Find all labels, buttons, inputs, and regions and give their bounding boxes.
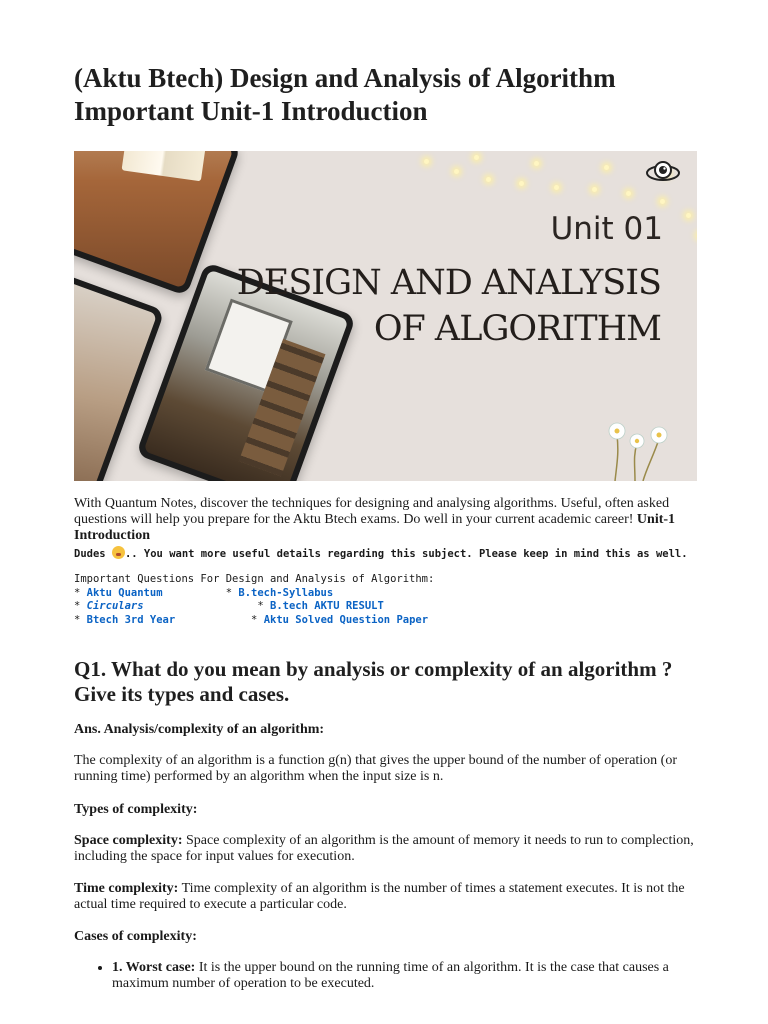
flowers-icon xyxy=(595,413,675,481)
link-circulars[interactable]: Circulars xyxy=(86,600,144,612)
time-complexity-paragraph: Time complexity: Time complexity of an algorithm is the number of times a statement executes. It is not the actual time required to execute a particular code. xyxy=(74,881,685,912)
link-btech-result[interactable]: B.tech AKTU RESULT xyxy=(270,600,384,612)
link-btech-3rd-year[interactable]: Btech 3rd Year xyxy=(86,613,176,626)
link-solved-question-paper[interactable]: Aktu Solved Question Paper xyxy=(263,613,429,626)
cases-list xyxy=(94,960,702,992)
answer-heading: Ans. Analysis/complexity of an algorithm: xyxy=(74,722,325,737)
banner-image xyxy=(74,151,697,481)
space-complexity-paragraph: Space complexity: Space complexity of an algorithm is the amount of memory it needs to run to complection, including the space for input values for execution. xyxy=(74,833,694,864)
related-links: Important Questions For Design and Analysis of Algorithm: * Aktu Quantum * B.tech-Syllabus * Circulars * B.tech AKTU RESULT * Btech 3rd Year * Aktu Solved Question Paper xyxy=(74,573,435,626)
complexity-definition: The complexity of an algorithm is a function g(n) that gives the upper bound of the number of operation (or running time) performed by an algorithm when the input size is n. xyxy=(74,753,678,784)
banner-unit-label: Unit 01 xyxy=(550,211,663,247)
types-heading: Types of complexity: xyxy=(74,802,198,817)
owl-logo-icon xyxy=(645,159,681,183)
banner-heading-line1: DESIGN AND ANALYSIS xyxy=(236,263,661,303)
question-heading: Q1. What do you mean by analysis or complexity of an algorithm ? Give its types and cases. xyxy=(74,657,673,706)
cases-heading: Cases of complexity: xyxy=(74,929,197,944)
link-aktu-quantum[interactable]: Aktu Quantum xyxy=(86,586,163,599)
intro-paragraph: With Quantum Notes, discover the techniques for designing and analysing algorithms. Useful, often asked questions will help you prepare for the Aktu Btech exams. Do well in your current academic career! Unit-1 Introduction xyxy=(74,496,676,543)
banner-heading-line2: OF ALGORITHM xyxy=(373,309,661,349)
page-title: (Aktu Btech) Design and Analysis of Algorithm Important Unit-1 Introduction xyxy=(74,63,616,126)
flushed-emoji-icon xyxy=(112,546,125,559)
link-btech-syllabus[interactable]: B.tech-Syllabus xyxy=(238,586,334,599)
links-heading: Important Questions For Design and Analysis of Algorithm: xyxy=(74,573,435,585)
list-item-worst-case: • 1. Worst case: It is the upper bound on the running time of an algorithm. It is the case that causes a maximum number of operation to be executed. xyxy=(112,960,702,992)
intro-bold-tail: Unit-1 Introduction xyxy=(74,512,676,543)
dudes-line: Dudes .. You want more useful details regarding this subject. Please keep in mind this as well. xyxy=(74,548,688,560)
